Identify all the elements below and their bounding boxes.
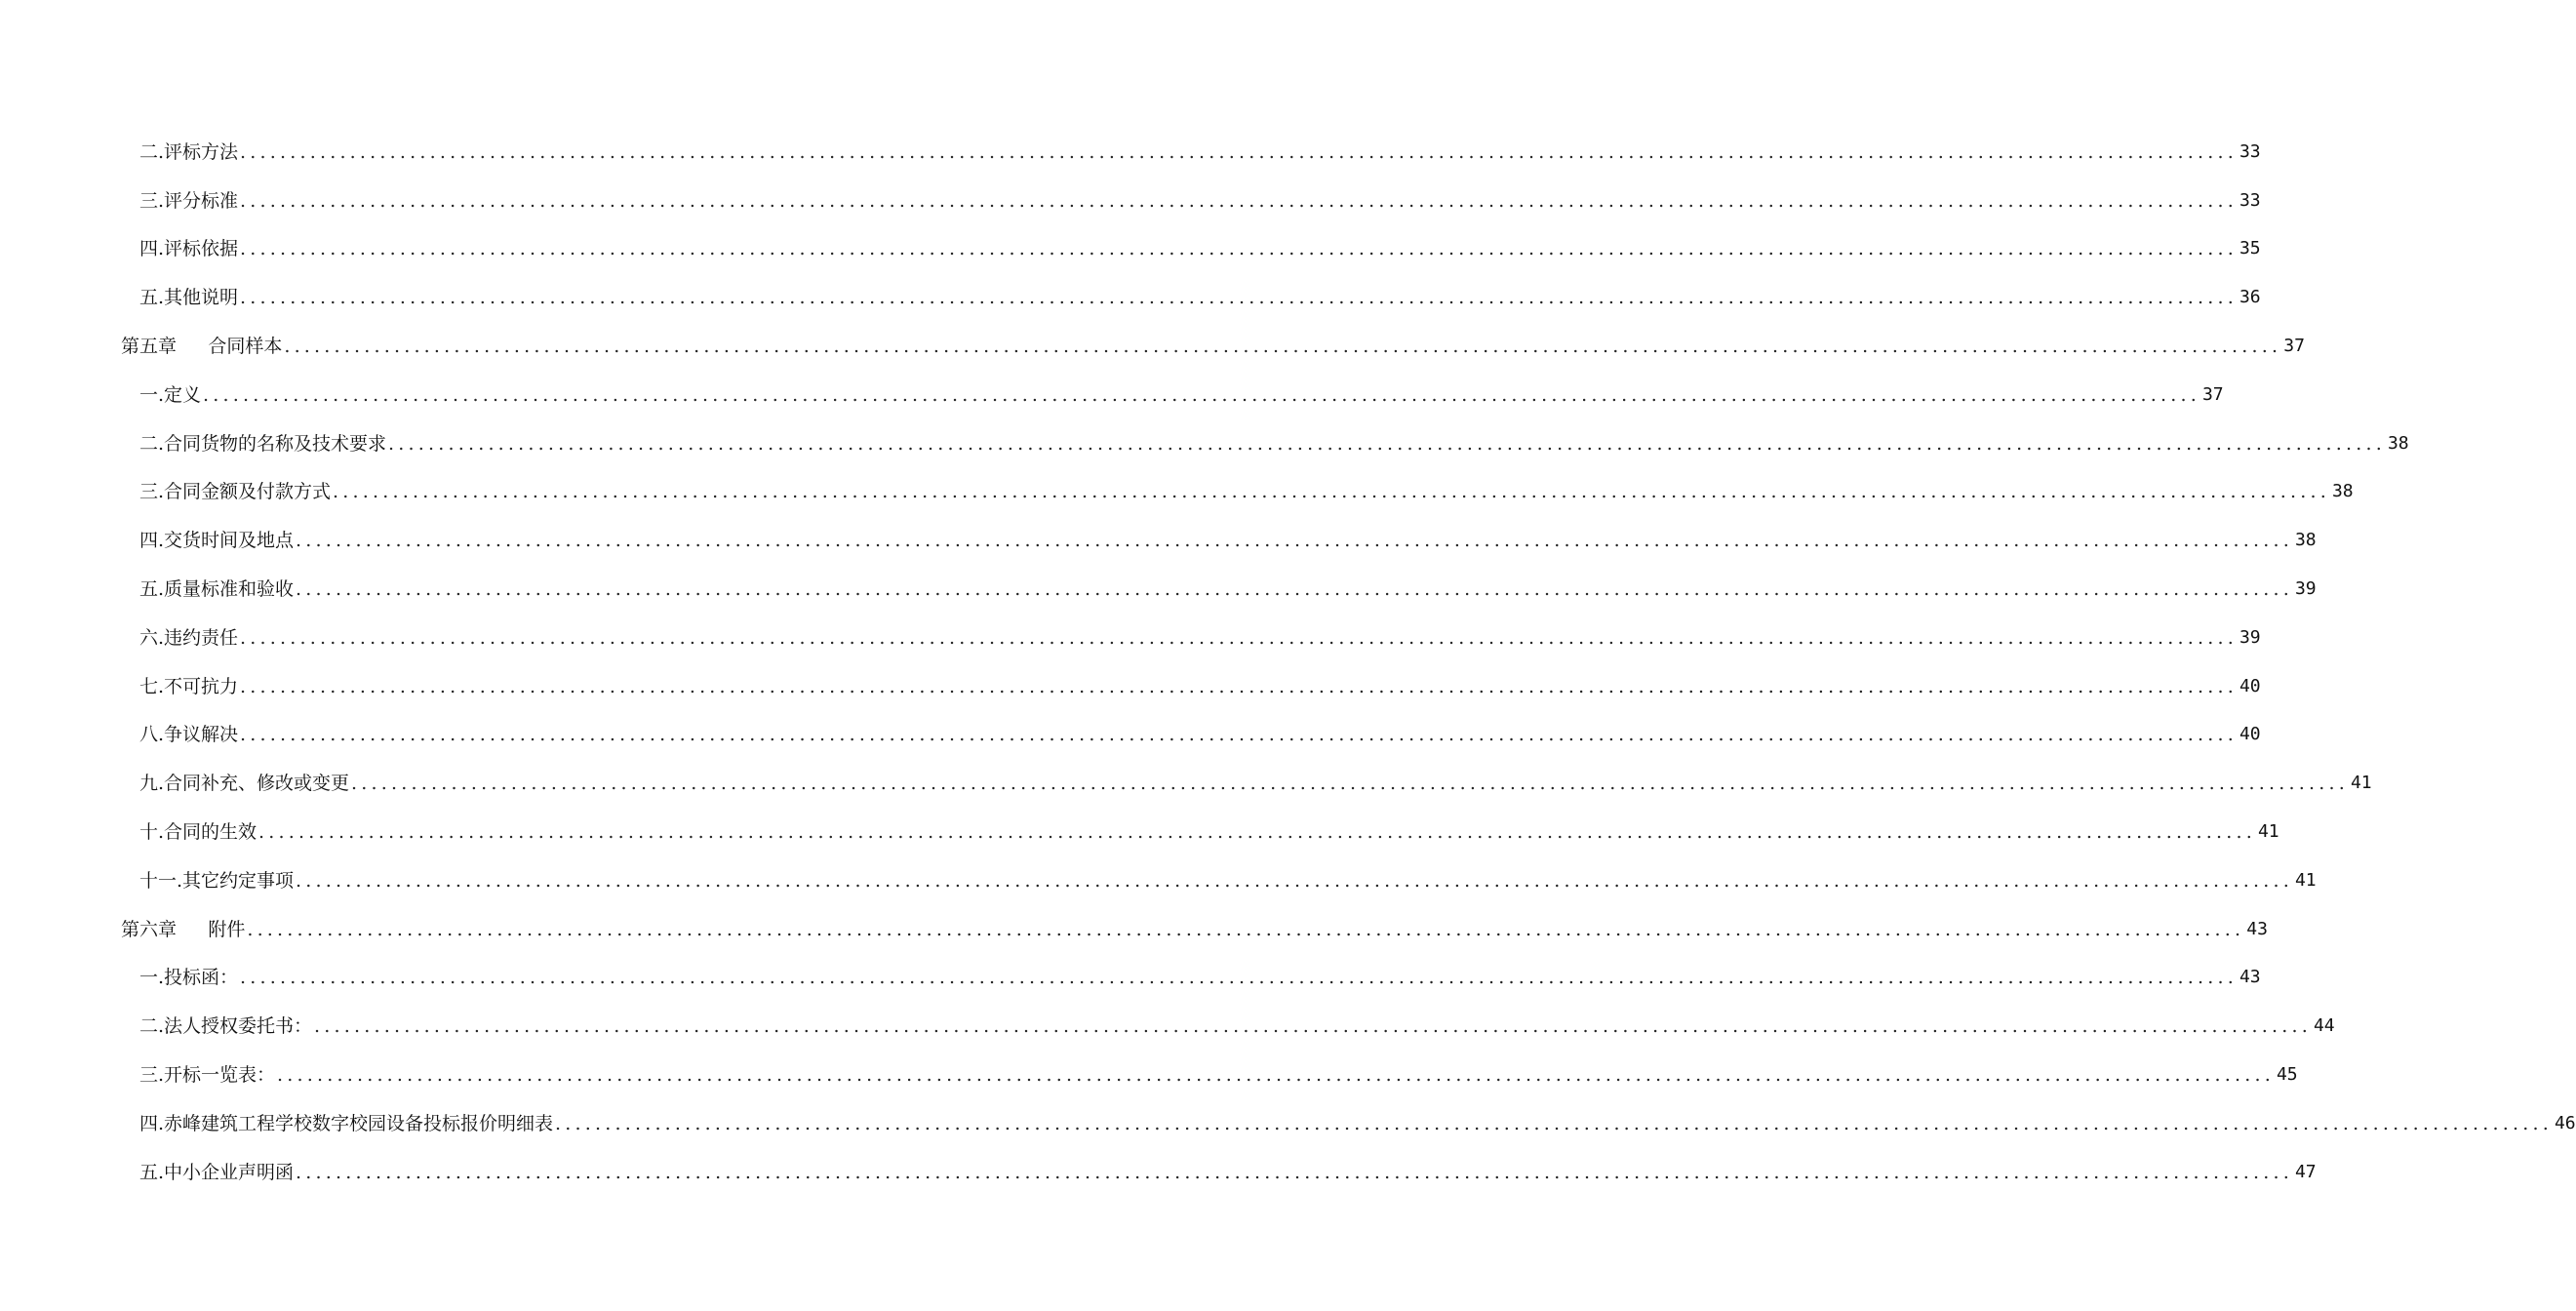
toc-dot-leader: ........................................................................................................................................................................................................ xyxy=(296,1161,2293,1183)
toc-section-entry[interactable] xyxy=(121,855,2317,904)
toc-section-entry[interactable] xyxy=(121,807,2279,855)
toc-dot-leader: ........................................................................................................................................................................................................ xyxy=(351,773,2349,795)
toc-entry-title: 一.投标函： xyxy=(139,967,239,989)
toc-entry-title: 二.合同货物的名称及技术要求 xyxy=(139,432,387,455)
toc-section-entry[interactable] xyxy=(121,515,2317,564)
toc-section-entry[interactable] xyxy=(121,272,2261,321)
toc-section-entry[interactable] xyxy=(121,224,2261,273)
toc-page-number: 43 xyxy=(2239,967,2261,988)
toc-entry-title: 四.交货时间及地点 xyxy=(139,530,295,552)
toc-section-entry[interactable] xyxy=(121,127,2261,176)
toc-section-entry[interactable] xyxy=(121,467,2354,516)
toc-entry-title: 四.评标依据 xyxy=(139,238,239,260)
toc-page-number: 37 xyxy=(2201,383,2224,405)
toc-entry-title: 二.法人授权委托书： xyxy=(139,1015,313,1038)
toc-dot-leader: ........................................................................................................................................................................................................ xyxy=(247,918,2245,940)
toc-section-entry[interactable] xyxy=(121,564,2317,613)
toc-dot-leader: ........................................................................................................................................................................................................ xyxy=(240,287,2238,309)
toc-section-entry[interactable] xyxy=(121,370,2224,418)
toc-dot-leader: ........................................................................................................................................................................................................ xyxy=(333,481,2330,503)
toc-section-entry[interactable] xyxy=(121,758,2372,807)
toc-section-entry[interactable] xyxy=(121,1098,2576,1147)
toc-entry-title: 七.不可抗力 xyxy=(139,675,239,697)
toc-page-number: 44 xyxy=(2313,1015,2335,1037)
toc-page-number: 33 xyxy=(2239,140,2261,162)
toc-dot-leader: ........................................................................................................................................................................................................ xyxy=(284,335,2282,357)
toc-section-entry[interactable] xyxy=(121,953,2261,1002)
toc-dot-leader: ........................................................................................................................................................................................................ xyxy=(240,238,2238,260)
toc-page-number: 40 xyxy=(2239,724,2261,745)
toc-entry-title: 三.开标一览表： xyxy=(139,1063,276,1086)
toc-page-number: 35 xyxy=(2239,238,2261,259)
toc-dot-leader: ........................................................................................................................................................................................................ xyxy=(240,675,2238,697)
toc-chapter-entry[interactable] xyxy=(121,321,2305,370)
toc-dot-leader: ........................................................................................................................................................................................................ xyxy=(258,820,2256,843)
table-of-contents xyxy=(121,127,2576,1196)
toc-entry-title: 三.评分标准 xyxy=(139,189,239,212)
toc-entry-title: 九.合同补充、修改或变更 xyxy=(139,773,350,795)
toc-entry-title: 三.合同金额及付款方式 xyxy=(139,481,332,503)
toc-chapter-title: 合同样本 xyxy=(208,335,283,357)
toc-dot-leader: ........................................................................................................................................................................................................ xyxy=(240,724,2238,746)
toc-page-number: 41 xyxy=(2294,869,2317,891)
toc-page-number: 39 xyxy=(2294,577,2317,599)
toc-section-entry[interactable] xyxy=(121,613,2261,661)
toc-dot-leader: ........................................................................................................................................................................................................ xyxy=(240,626,2238,649)
toc-chapter-title: 附件 xyxy=(208,918,246,940)
toc-dot-leader: ........................................................................................................................................................................................................ xyxy=(555,1112,2553,1134)
toc-page-number: 47 xyxy=(2294,1161,2317,1182)
toc-page-number: 41 xyxy=(2350,773,2372,794)
toc-section-entry[interactable] xyxy=(121,418,2409,467)
toc-entry-title xyxy=(121,335,282,358)
toc-dot-leader: ........................................................................................................................................................................................................ xyxy=(240,967,2238,989)
toc-dot-leader: ........................................................................................................................................................................................................ xyxy=(388,432,2386,455)
toc-dot-leader: ........................................................................................................................................................................................................ xyxy=(203,383,2200,406)
toc-section-entry[interactable] xyxy=(121,710,2261,759)
toc-page-number: 38 xyxy=(2387,432,2409,454)
toc-dot-leader: ........................................................................................................................................................................................................ xyxy=(296,869,2293,892)
toc-page-number: 39 xyxy=(2239,626,2261,648)
toc-page-number: 46 xyxy=(2554,1112,2576,1133)
toc-page-number: 38 xyxy=(2294,530,2317,551)
toc-entry-title xyxy=(121,918,245,941)
toc-chapter-number: 第五章 xyxy=(121,335,178,357)
toc-page-number: 36 xyxy=(2239,287,2261,308)
toc-section-entry[interactable] xyxy=(121,1147,2317,1196)
toc-dot-leader: ........................................................................................................................................................................................................ xyxy=(296,530,2293,552)
toc-page-number: 41 xyxy=(2257,820,2279,842)
toc-dot-leader: ........................................................................................................................................................................................................ xyxy=(277,1063,2275,1086)
toc-dot-leader: ........................................................................................................................................................................................................ xyxy=(240,140,2238,163)
toc-page-number: 43 xyxy=(2246,918,2268,939)
toc-section-entry[interactable] xyxy=(121,176,2261,224)
toc-entry-title: 八.争议解决 xyxy=(139,724,239,746)
toc-entry-title: 五.质量标准和验收 xyxy=(139,577,295,600)
toc-page-number: 40 xyxy=(2239,675,2261,696)
toc-page-number: 33 xyxy=(2239,189,2261,211)
toc-entry-title: 六.违约责任 xyxy=(139,626,239,649)
toc-page-number: 37 xyxy=(2283,335,2305,356)
toc-page-number: 38 xyxy=(2331,481,2354,502)
toc-section-entry[interactable] xyxy=(121,661,2261,710)
toc-chapter-number: 第六章 xyxy=(121,918,178,940)
toc-dot-leader: ........................................................................................................................................................................................................ xyxy=(296,577,2293,600)
toc-section-entry[interactable] xyxy=(121,1050,2298,1098)
toc-section-entry[interactable] xyxy=(121,1001,2335,1050)
toc-entry-title: 一.定义 xyxy=(139,383,202,406)
toc-entry-title: 五.中小企业声明函 xyxy=(139,1161,295,1183)
toc-dot-leader: ........................................................................................................................................................................................................ xyxy=(240,189,2238,212)
toc-entry-title: 二.评标方法 xyxy=(139,140,239,163)
toc-entry-title: 十.合同的生效 xyxy=(139,820,258,843)
toc-entry-title: 四.赤峰建筑工程学校数字校园设备投标报价明细表 xyxy=(139,1112,554,1134)
toc-entry-title: 五.其他说明 xyxy=(139,287,239,309)
toc-dot-leader: ........................................................................................................................................................................................................ xyxy=(314,1015,2312,1038)
toc-page-number: 45 xyxy=(2276,1063,2298,1085)
toc-chapter-entry[interactable] xyxy=(121,904,2268,953)
toc-entry-title: 十一.其它约定事项 xyxy=(139,869,295,892)
